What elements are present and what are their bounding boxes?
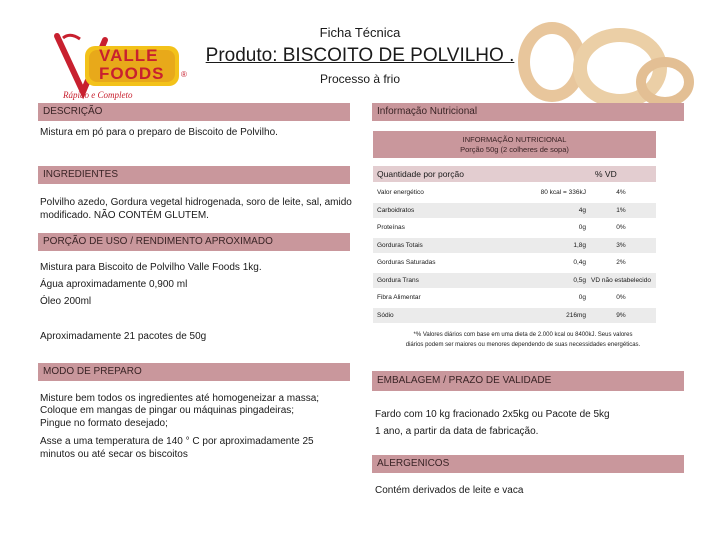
nutrition-row bbox=[373, 273, 656, 288]
ingredientes-header: INGREDIENTES bbox=[38, 166, 350, 184]
descricao-header: DESCRIÇÃO bbox=[38, 103, 350, 121]
modo-preparo-line3: Pingue no formato desejado; bbox=[40, 418, 168, 429]
nutrient-vd: VD não estabelecido bbox=[591, 276, 651, 284]
footnote-line2: diários podem ser maiores ou menores dependendo de suas necessidades energéticas. bbox=[405, 342, 641, 348]
nutrient-quantity: 1,8g bbox=[573, 241, 586, 249]
nutrient-vd: 3% bbox=[616, 241, 626, 249]
nutrient-quantity: 0g bbox=[578, 294, 586, 301]
process-label: Processo à frio bbox=[319, 72, 401, 86]
logo-brand-line2: FOODS bbox=[99, 64, 165, 83]
nutrition-column-header bbox=[373, 166, 656, 182]
modo-preparo-line1: Misture bem todos os ingredientes até homogeneizar a massa; bbox=[40, 393, 320, 404]
modo-preparo-line5: minutos ou até secar os biscoitos bbox=[40, 449, 188, 460]
nutrient-name: Gorduras Totais bbox=[377, 241, 423, 249]
logo-tagline: Rápido e Completo bbox=[63, 90, 133, 100]
nutrition-table-title bbox=[373, 131, 656, 158]
nutrition-table-title-line1: INFORMAÇÃO NUTRICIONAL bbox=[462, 135, 567, 144]
nutrition-row bbox=[373, 308, 656, 323]
nutrition-row bbox=[373, 185, 656, 200]
nutrition-row bbox=[373, 220, 656, 235]
footnote-line1: *% Valores diários com base em uma dieta de 2.000 kcal ou 8400kJ. Seus valores bbox=[413, 332, 633, 338]
nutrient-name: Carboidratos bbox=[377, 206, 415, 214]
nutrient-quantity: 0,4g bbox=[573, 259, 586, 266]
nutrition-row bbox=[373, 290, 656, 305]
modo-preparo-line2: Coloque em mangas de pingar ou máquinas pingadeiras; bbox=[40, 405, 295, 416]
porcao-uso-line4: Aproximadamente 21 pacotes de 50g bbox=[40, 331, 207, 342]
nutrition-footnote bbox=[373, 330, 673, 350]
nutrient-quantity: 0g bbox=[578, 224, 586, 231]
nutrient-name: Sódio bbox=[377, 311, 394, 319]
nutrient-quantity: 80 kcal = 336kJ bbox=[540, 189, 586, 196]
descricao-text: Mistura em pó para o preparo de Biscoito de Polvilho. bbox=[40, 127, 278, 138]
nutrient-name: Valor energético bbox=[377, 189, 424, 196]
nutrient-vd: 0% bbox=[616, 294, 626, 301]
vd-column-label: % VD bbox=[595, 169, 617, 179]
biscuit-rings-icon bbox=[510, 20, 695, 115]
embalagem-line1: Fardo com 10 kg fracionado 2x5kg ou Pacote de 5kg bbox=[375, 409, 610, 420]
nutrient-name: Proteínas bbox=[377, 224, 405, 231]
nutrient-vd: 9% bbox=[616, 311, 626, 319]
nutrition-row bbox=[373, 255, 656, 270]
nutrition-section-header: Informação Nutricional bbox=[372, 103, 684, 121]
embalagem-header: EMBALAGEM / PRAZO DE VALIDADE bbox=[372, 371, 684, 391]
nutrition-row bbox=[373, 238, 656, 253]
logo-registered-mark: ® bbox=[181, 70, 187, 79]
nutrient-quantity: 0,5g bbox=[573, 276, 586, 284]
nutrition-table-serving: Porção 50g (2 colheres de sopa) bbox=[460, 145, 569, 154]
embalagem-line2: 1 ano, a partir da data de fabricação. bbox=[375, 426, 539, 437]
nutrient-vd: 1% bbox=[616, 206, 626, 214]
nutrient-name: Fibra Alimentar bbox=[377, 294, 421, 301]
porcao-uso-line3: Óleo 200ml bbox=[40, 296, 92, 307]
nutrient-name: Gordura Trans bbox=[377, 276, 419, 284]
ingredientes-text: Polvilho azedo, Gordura vegetal hidrogenada, soro de leite, sal, amido modificado. NÃO CONTÉM GLUTEM. bbox=[40, 197, 352, 221]
nutrition-row bbox=[373, 203, 656, 218]
nutrient-vd: 4% bbox=[616, 189, 626, 196]
nutrient-vd: 2% bbox=[616, 259, 626, 266]
alergenicos-header: ALERGENICOS bbox=[372, 455, 684, 473]
porcao-uso-line1: Mistura para Biscoito de Polvilho Valle Foods 1kg. bbox=[40, 262, 262, 273]
alergenicos-text: Contém derivados de leite e vaca bbox=[375, 485, 524, 496]
nutrient-quantity: 4g bbox=[578, 206, 586, 214]
porcao-uso-line2: Água aproximadamente 0,900 ml bbox=[40, 279, 188, 290]
biscuit-image bbox=[510, 20, 695, 115]
nutrient-quantity: 216mg bbox=[566, 311, 586, 319]
valle-foods-logo bbox=[45, 30, 195, 105]
nutrient-vd: 0% bbox=[616, 224, 626, 231]
quantity-column-label: Quantidade por porção bbox=[377, 169, 464, 179]
modo-preparo-line4: Asse a uma temperatura de 140 ° C por aproximadamente 25 bbox=[40, 436, 314, 447]
logo-brand-line1: VALLE bbox=[99, 46, 159, 65]
porcao-uso-header: PORÇÃO DE USO / RENDIMENTO APROXIMADO bbox=[38, 233, 350, 251]
nutrient-name: Gorduras Saturadas bbox=[377, 259, 436, 266]
document-type: Ficha Técnica bbox=[319, 25, 401, 40]
product-title: Produto: BISCOITO DE POLVILHO . bbox=[205, 45, 515, 66]
modo-preparo-header: MODO DE PREPARO bbox=[38, 363, 350, 381]
